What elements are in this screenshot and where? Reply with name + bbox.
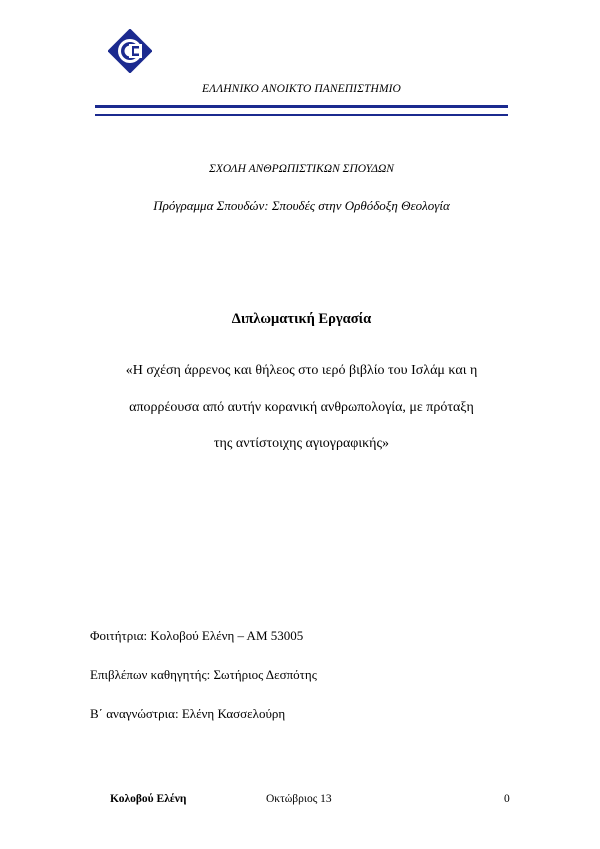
header-rule-thin bbox=[95, 114, 508, 116]
footer-date: Οκτώβριος 13 bbox=[266, 793, 332, 805]
header-rule-thick bbox=[95, 105, 508, 108]
thesis-title-line: «Η σχέση άρρενος και θήλεος στο ιερό βιβλίο του Ισλάμ και η bbox=[125, 363, 478, 378]
footer-author: Κολοβού Ελένη bbox=[110, 793, 187, 805]
study-program: Πρόγραμμα Σπουδών: Σπουδές στην Ορθόδοξη Θεολογία bbox=[153, 198, 450, 213]
university-logo-icon bbox=[108, 29, 152, 73]
thesis-title-line: απορρέουσα από αυτήν κορανική ανθρωπολογία, με πρόταξη bbox=[129, 399, 474, 415]
thesis-title bbox=[60, 353, 543, 463]
document-type-heading: Διπλωματική Εργασία bbox=[231, 311, 372, 327]
supervisor-info: Επιβλέπων καθηγητής: Σωτήριος Δεσπότης bbox=[90, 667, 317, 682]
second-reader-info: Β΄ αναγνώστρια: Ελένη Κασσελούρη bbox=[90, 706, 286, 721]
university-name: ΕΛΛΗΝΙΚΟ ΑΝΟΙΚΤΟ ΠΑΝΕΠΙΣΤΗΜΙΟ bbox=[202, 83, 401, 95]
thesis-title-line: της αντίστοιχης αγιογραφικής» bbox=[213, 436, 390, 451]
school-name: ΣΧΟΛΗ ΑΝΘΡΩΠΙΣΤΙΚΩΝ ΣΠΟΥΔΩΝ bbox=[209, 163, 394, 175]
footer-page-number: 0 bbox=[504, 793, 510, 805]
student-info: Φοιτήτρια: Κολοβού Ελένη – ΑΜ 53005 bbox=[90, 628, 304, 643]
